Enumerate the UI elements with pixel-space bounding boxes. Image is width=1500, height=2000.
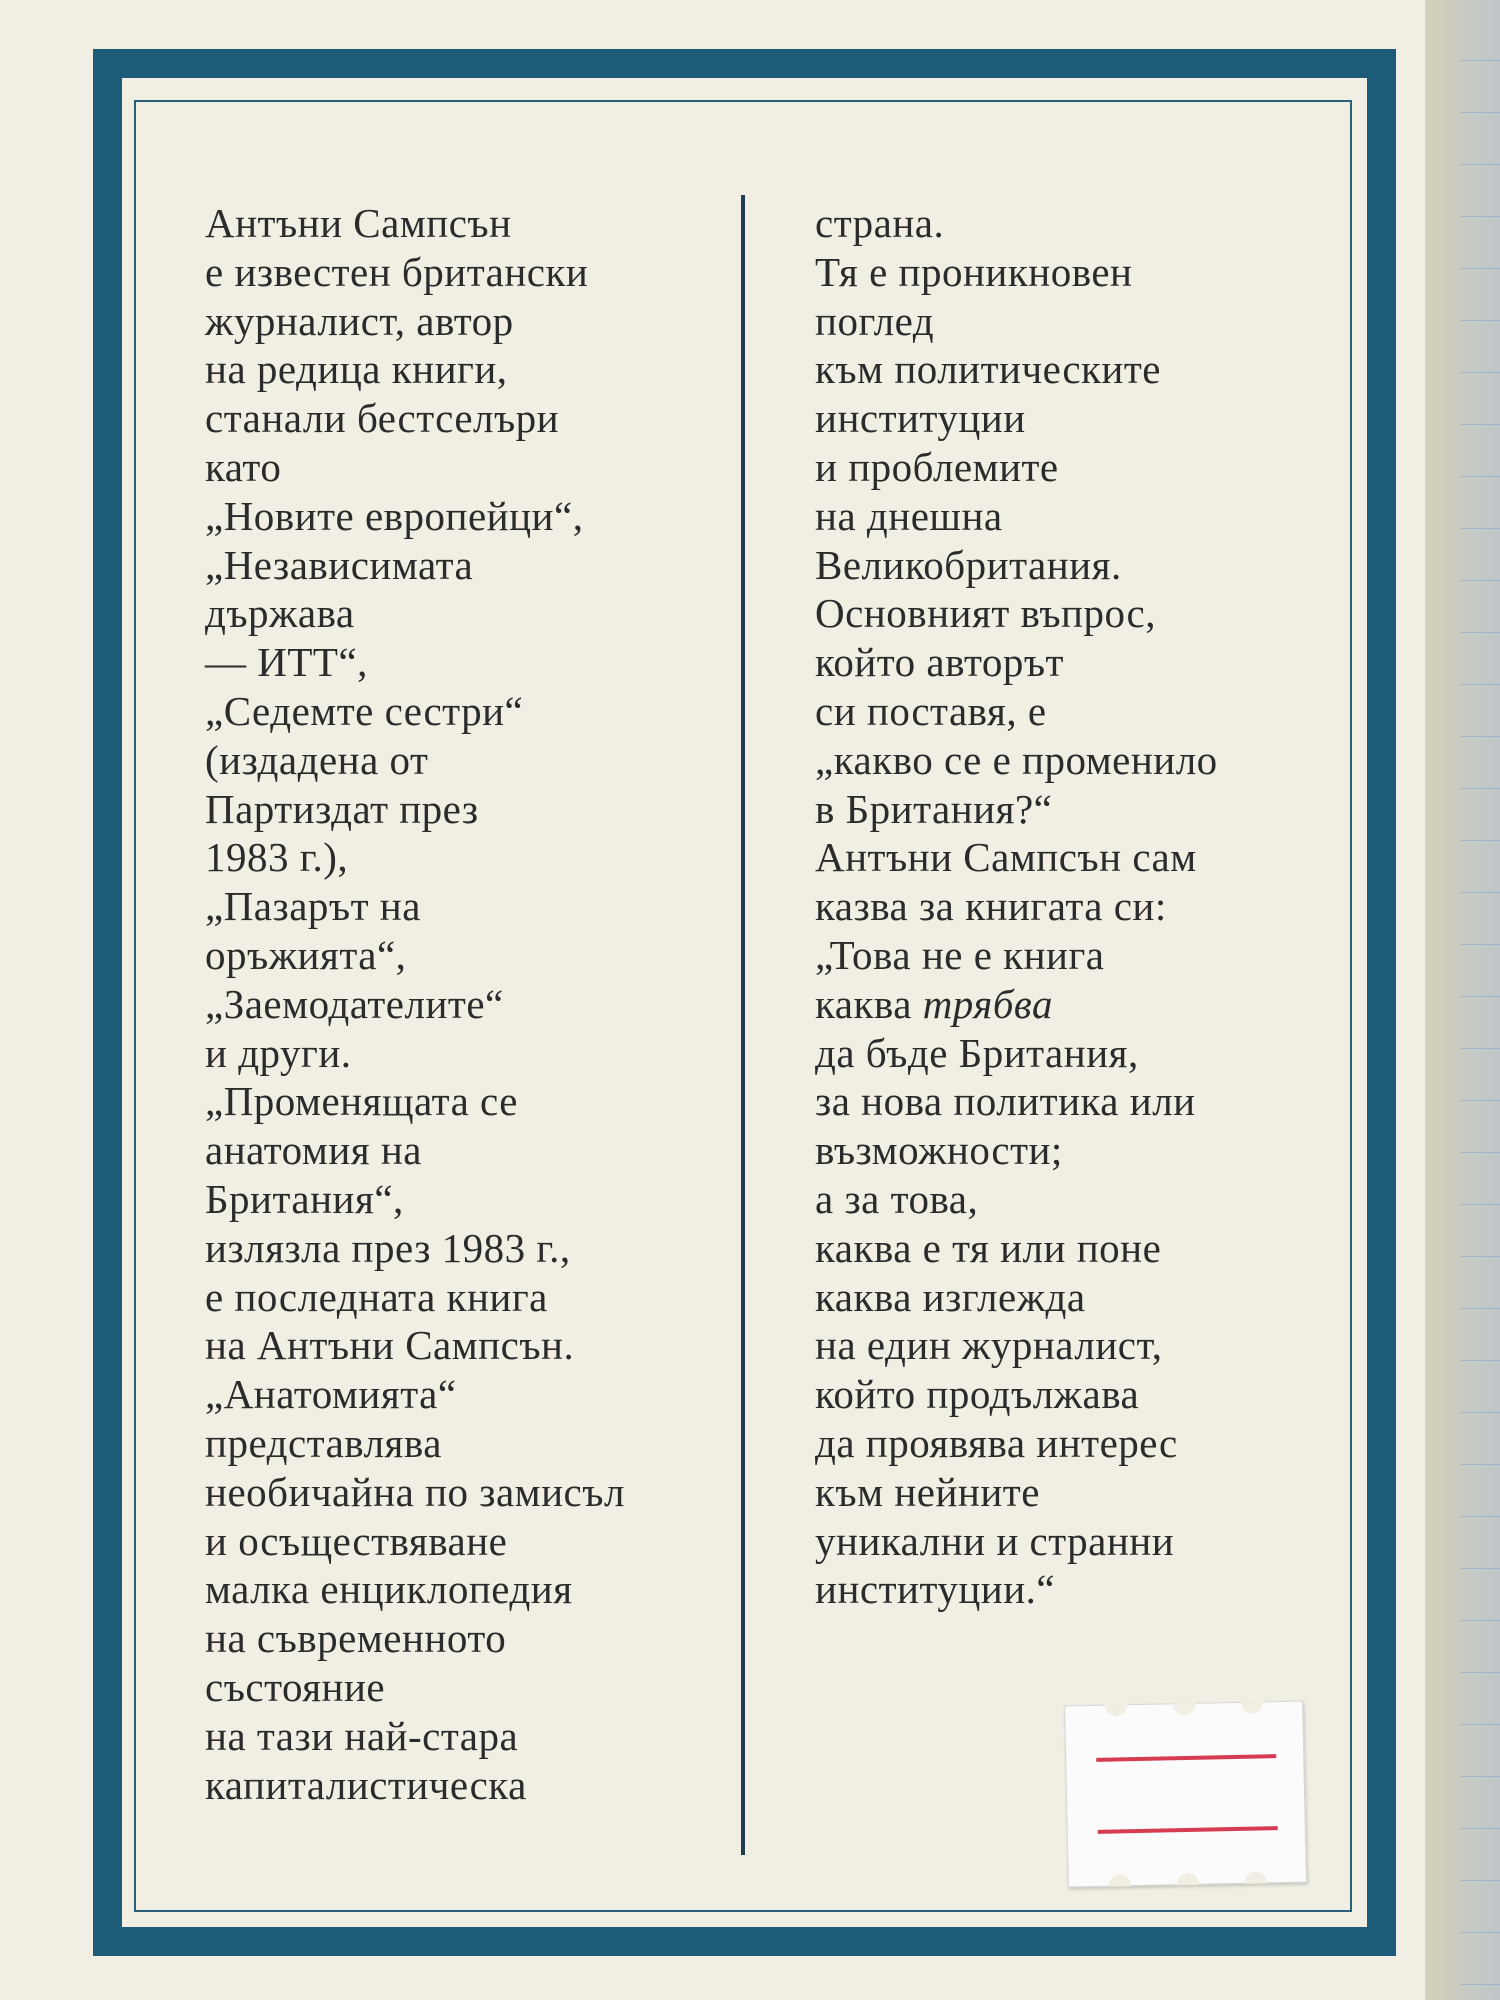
text-line: който авторът [815,639,1064,686]
text-line: който продължава [815,1371,1140,1418]
text-line: на съвременното [205,1615,507,1662]
text-line: да проявява интерес [815,1419,1178,1466]
notebook-rule-line [1460,164,1500,165]
text-line: необичайна по замисъл [205,1468,625,1515]
notebook-rule-line [1460,632,1500,633]
notebook-rule-line [1460,996,1500,997]
text-line: и осъществяване [205,1517,508,1564]
notebook-rule-line [1460,1568,1500,1569]
right-text-column [815,199,1335,1614]
notebook-rule-line [1460,1880,1500,1881]
text-line: към нейните [815,1468,1040,1515]
text-line: Партиздат през [205,785,479,832]
text-line: оръжията“, [205,931,407,978]
notebook-rule-line [1460,840,1500,841]
text-line: 1983 г.), [205,834,349,881]
text-line: а за това, [815,1175,979,1222]
text-line: и други. [205,1029,352,1076]
text-line: представлява [205,1419,442,1466]
sticker-notch [1177,1873,1199,1885]
text-fragment: каква [815,980,912,1027]
text-line: „Анатомията“ [205,1371,457,1418]
notebook-rule-line [1460,1360,1500,1361]
text-line: и проблемите [815,443,1059,490]
notebook-rule-line [1460,60,1500,61]
text-line: Основният въпрос, [815,590,1156,637]
text-line: станали бестселъри [205,395,560,442]
sticker-red-line [1098,1826,1278,1834]
text-line: в Британия?“ [815,785,1053,832]
notebook-rule-line [1460,1776,1500,1777]
text-line: „Пазарът на [205,883,421,930]
notebook-rule-line [1460,268,1500,269]
text-line: да бъде Британия, [815,1029,1139,1076]
notebook-rule-line [1460,1984,1500,1985]
text-line: институции.“ [815,1566,1056,1613]
text-line: Британия“, [205,1175,404,1222]
notebook-rule-line [1460,1724,1500,1725]
text-line: е последната книга [205,1273,548,1320]
notebook-rule-line [1460,1620,1500,1621]
text-line: си поставя, е [815,687,1047,734]
text-line: на един журналист, [815,1322,1163,1369]
text-line: Великобритания. [815,541,1122,588]
text-line: (издадена от [205,736,429,783]
text-line: страна. [815,200,945,246]
notebook-rule-line [1460,736,1500,737]
text-line: Тя е проникновен [815,248,1133,295]
notebook-rule-line [1460,944,1500,945]
notebook-rule-line [1460,1256,1500,1257]
notebook-rule-line [1460,684,1500,685]
text-line: малка енциклопедия [205,1566,573,1613]
notebook-rule-line [1460,1204,1500,1205]
text-line: състояние [205,1663,386,1710]
notebook-rule-line [1460,1464,1500,1465]
left-text-column [205,199,730,1809]
notebook-rule-line [1460,476,1500,477]
text-line: „Новите европейци“, [205,492,584,539]
text-line: на днешна [815,492,1003,539]
text-line: като [205,443,282,490]
text-line: възможности; [815,1127,1063,1174]
text-line: „Това не е книга [815,931,1105,978]
text-line: за нова политика или [815,1078,1196,1125]
sticker-notch [1173,1703,1195,1715]
text-line: Антъни Сампсън сам [815,834,1197,881]
text-line: е известен британски [205,248,589,295]
notebook-rule-line [1460,1308,1500,1309]
text-line: „Независимата [205,541,474,588]
text-line: на тази най-стара [205,1712,519,1759]
text-line: капиталистическа [205,1761,527,1808]
notebook-rule-line [1460,1048,1500,1049]
notebook-rule-line [1460,788,1500,789]
notebook-rule-line [1460,892,1500,893]
text-line: казва за книгата си: [815,883,1167,930]
text-line: журналист, автор [205,297,514,344]
notebook-rule-line [1460,580,1500,581]
text-line: уникални и странни [815,1517,1175,1564]
notebook-rule-line [1460,1828,1500,1829]
notebook-rule-line [1460,372,1500,373]
text-line: на Антъни Сампсън. [205,1322,575,1369]
text-line: „Заемодателите“ [205,980,504,1027]
text-line: каква изглежда [815,1273,1086,1320]
notebook-rule-line [1460,320,1500,321]
notebook-rule-line [1460,1100,1500,1101]
notebook-rule-line [1460,528,1500,529]
sticker-notch [1109,1874,1131,1886]
notebook-rule-line [1460,424,1500,425]
sticker-notch [1105,1704,1127,1716]
column-divider [741,195,745,1855]
text-line: излязла през 1983 г., [205,1224,571,1271]
text-line: „Променящата се [205,1078,518,1125]
text-line: поглед [815,297,935,344]
text-line: на редица книги, [205,346,508,393]
text-line: „Седемте сестри“ [205,687,524,734]
text-line: Антъни Сампсън [205,200,512,246]
notebook-rule-line [1460,1516,1500,1517]
notebook-rule-line [1460,216,1500,217]
notebook-rule-line [1460,1412,1500,1413]
sticker-notch [1245,1871,1267,1883]
price-sticker [1064,1701,1307,1888]
text-line: — ИТТ“, [205,639,368,686]
text-line: държава [205,590,355,637]
notebook-rule-line [1460,1152,1500,1153]
notebook-rule-line [1460,1672,1500,1673]
text-line: каква е тя или поне [815,1224,1162,1271]
text-line: институции [815,395,1026,442]
text-line-with-italic [815,980,1335,1029]
notebook-rule-line [1460,1932,1500,1933]
sticker-notch [1241,1701,1263,1713]
sticker-red-line [1096,1754,1276,1762]
text-line: „какво се е променило [815,736,1218,783]
notebook-rule-line [1460,112,1500,113]
text-line: анатомия на [205,1127,423,1174]
text-line: към политическите [815,346,1161,393]
italic-word: трябва [922,980,1053,1027]
